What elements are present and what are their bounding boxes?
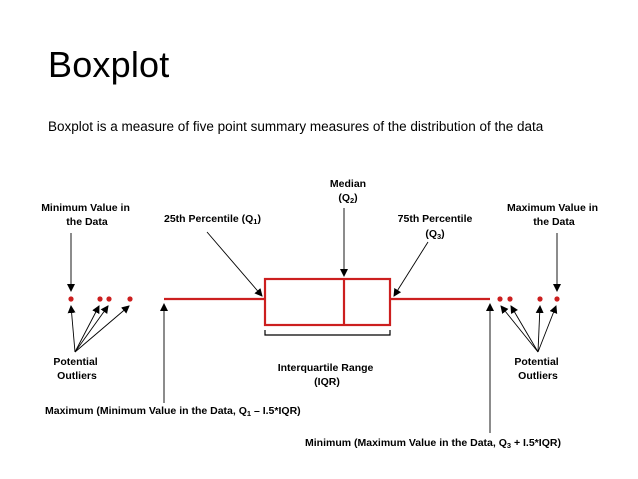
q3-arrow [394,242,428,296]
boxplot-shape [164,279,490,325]
min-value-label: Minimum Value in the Data [41,202,130,228]
outlier-arrow-left [71,306,75,352]
q1-arrow [207,232,262,296]
outlier-point [507,296,512,301]
median-label: Median [329,178,367,190]
page-title: Boxplot [48,44,170,85]
q3-label: 75th Percentile [397,213,473,225]
q3-paren-label: (Q3) [425,228,445,241]
outlier-point [106,296,111,301]
outliers-right-label: Potential Outliers [514,356,559,382]
outlier-arrow-left [75,306,108,352]
outlier-point [537,296,542,301]
median-q2-label: (Q2) [338,192,358,205]
upper-fence-label: Minimum (Maximum Value in the Data, Q3 + I.5*IQR) [305,437,561,450]
outlier-arrow-right [538,306,556,352]
outlier-arrow-right [501,306,538,352]
outlier-point [68,296,73,301]
iqr-bracket [265,330,390,335]
slide-description: Boxplot is a measure of five point summary measures of the distribution of the data [48,119,544,134]
outlier-point [497,296,502,301]
outliers-left-label: Potential Outliers [53,356,98,382]
outlier-arrow-right [511,306,538,352]
outlier-point [554,296,559,301]
outlier-point [97,296,102,301]
iqr-box [265,279,390,325]
annotation-arrows [71,208,557,433]
outlier-point [127,296,132,301]
max-value-label: Maximum Value in the Data [507,202,599,228]
outlier-arrow-left [75,306,99,352]
iqr-label: Interquartile Range (IQR) [277,362,374,388]
q1-label: 25th Percentile (Q1) [164,213,261,226]
outlier-arrow-left [75,306,129,352]
outlier-arrow-right [538,306,540,352]
lower-fence-label: Maximum (Minimum Value in the Data, Q1 – I.5*IQR) [45,405,301,418]
